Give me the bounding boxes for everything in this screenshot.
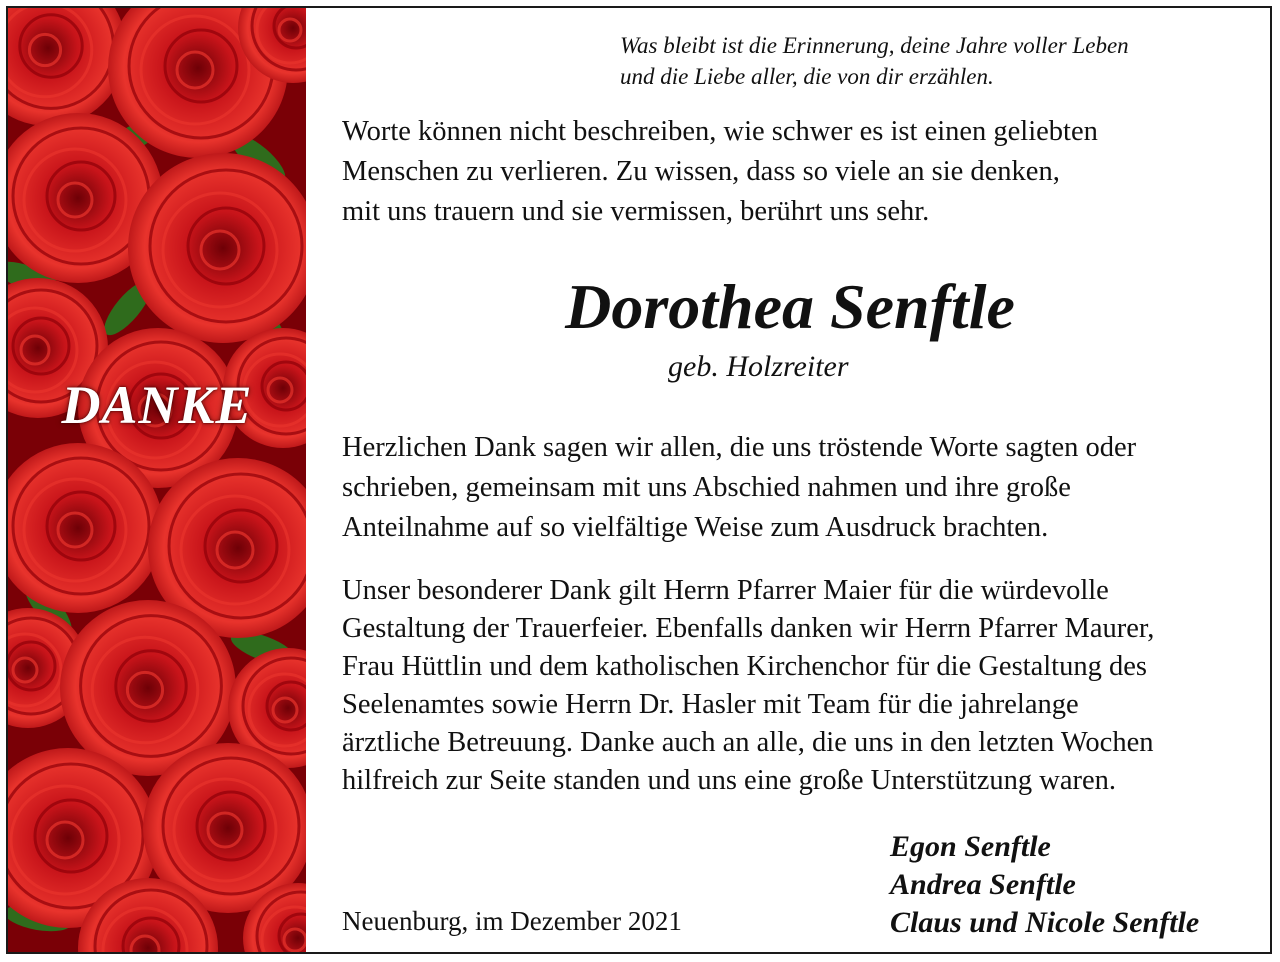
special-thanks-line: ärztliche Betreuung. Danke auch an alle, die uns in den letzten Wochen [342,727,1154,758]
quote-line: Was bleibt ist die Erinnerung, deine Jahre voller Leben [620,33,1129,58]
birth-name: geb. Holzreiter [668,350,849,383]
special-thanks-line: Gestaltung der Trauerfeier. Ebenfalls danken wir Herrn Pfarrer Maurer, [342,613,1155,644]
special-thanks-paragraph [342,572,1154,800]
memorial-quote [620,30,1129,92]
thanks-line: Herzlichen Dank sagen wir allen, die uns tröstende Worte sagten oder [342,432,1137,463]
signer-name: Egon Senftle [890,830,1051,863]
obituary-notice [6,6,1272,954]
intro-line: mit uns trauern und sie vermissen, berührt uns sehr. [342,196,930,227]
intro-paragraph [342,112,1098,232]
special-thanks-line: Seelenamtes sowie Herrn Dr. Hasler mit Team für die jahrelange [342,689,1079,720]
roses-illustration [8,8,306,952]
thanks-line: Anteilnahme auf so vielfältige Weise zum Ausdruck brachten. [342,512,1049,543]
place-date: Neuenburg, im Dezember 2021 [342,906,682,936]
danke-overlay: DANKE [61,375,253,435]
thanks-paragraph [342,428,1136,548]
special-thanks-line: hilfreich zur Seite standen und uns eine große Unterstützung waren. [342,765,1117,796]
intro-line: Worte können nicht beschreiben, wie schwer es ist einen geliebten [342,116,1098,147]
roses-image [8,8,306,952]
special-thanks-line: Unser besonderer Dank gilt Herrn Pfarrer Maier für die würdevolle [342,575,1109,606]
deceased-name: Dorothea Senftle [565,271,1015,342]
thanks-line: schrieben, gemeinsam mit uns Abschied nahmen und ihre große [342,472,1071,503]
special-thanks-line: Frau Hüttlin und dem katholischen Kirchenchor für die Gestaltung des [342,651,1147,682]
intro-line: Menschen zu verlieren. Zu wissen, dass so viele an sie denken, [342,156,1060,187]
quote-line: und die Liebe aller, die von dir erzählen. [620,64,994,89]
signer-name: Claus und Nicole Senftle [890,906,1200,939]
signer-name: Andrea Senftle [890,868,1076,901]
signers [890,828,1199,942]
